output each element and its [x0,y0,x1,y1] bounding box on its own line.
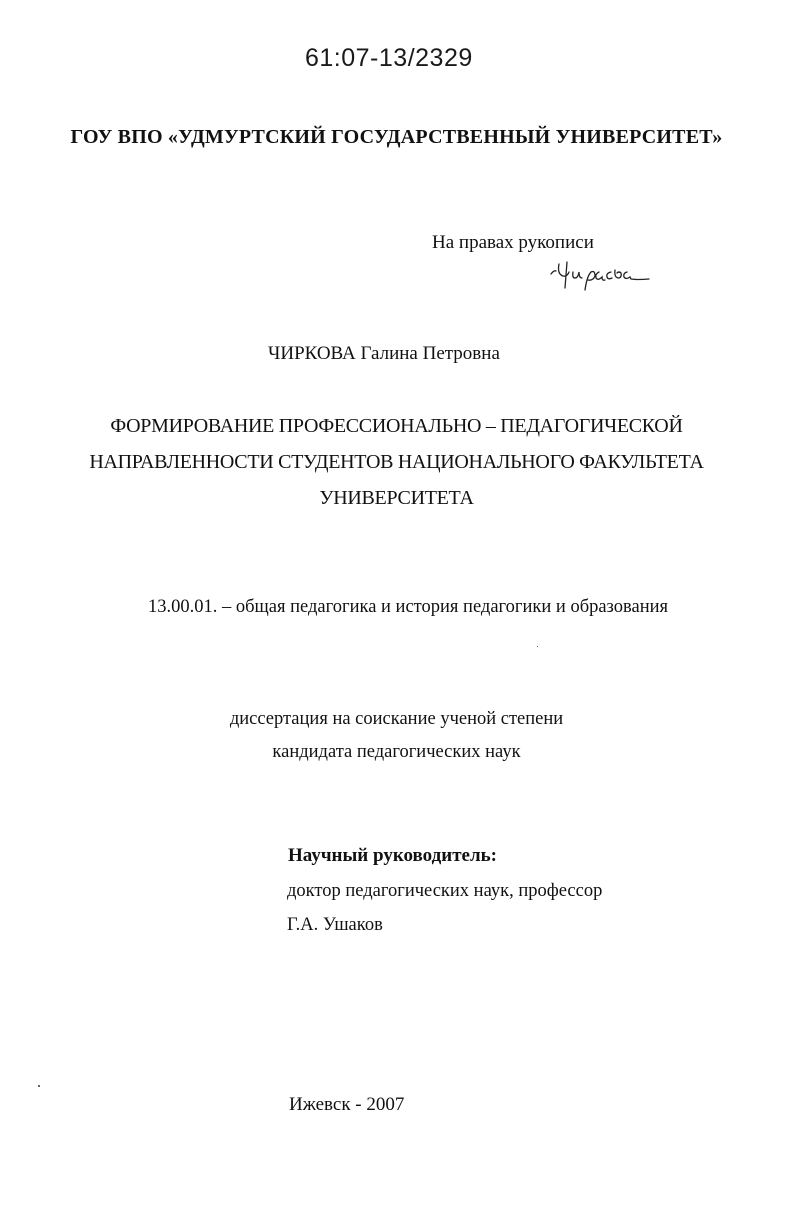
specialty-code: 13.00.01. – общая педагогика и история педагогики и образования [148,597,669,617]
city-year: Ижевск - 2007 [289,1094,405,1115]
title-line-2: НАПРАВЛЕННОСТИ СТУДЕНТОВ НАЦИОНАЛЬНОГО ФАКУЛЬТЕТА [89,451,704,473]
supervisor-label: Научный руководитель: [288,845,497,866]
supervisor-rank: доктор педагогических наук, профессор [287,881,603,901]
handwritten-signature [545,250,655,302]
institution-name: ГОУ ВПО «УДМУРТСКИЙ ГОСУДАРСТВЕННЫЙ УНИВЕРСИТЕТ» [70,126,723,148]
scan-speck [38,1085,40,1087]
degree-line-2: кандидата педагогических наук [272,742,521,762]
title-line-3: УНИВЕРСИТЕТА [319,487,474,509]
dissertation-title [0,408,793,516]
degree-statement [0,703,793,769]
title-line-1: ФОРМИРОВАНИЕ ПРОФЕССИОНАЛЬНО – ПЕДАГОГИЧЕСКОЙ [110,415,683,437]
library-stamp-code: 61:07-13/2329 [305,44,473,72]
degree-line-1: диссертация на соискание ученой степени [229,709,564,729]
author-name: ЧИРКОВА Галина Петровна [268,343,500,364]
supervisor-name: Г.А. Ушаков [287,915,383,935]
scan-speck [537,646,538,647]
rights-notice: На правах рукописи [432,232,594,253]
